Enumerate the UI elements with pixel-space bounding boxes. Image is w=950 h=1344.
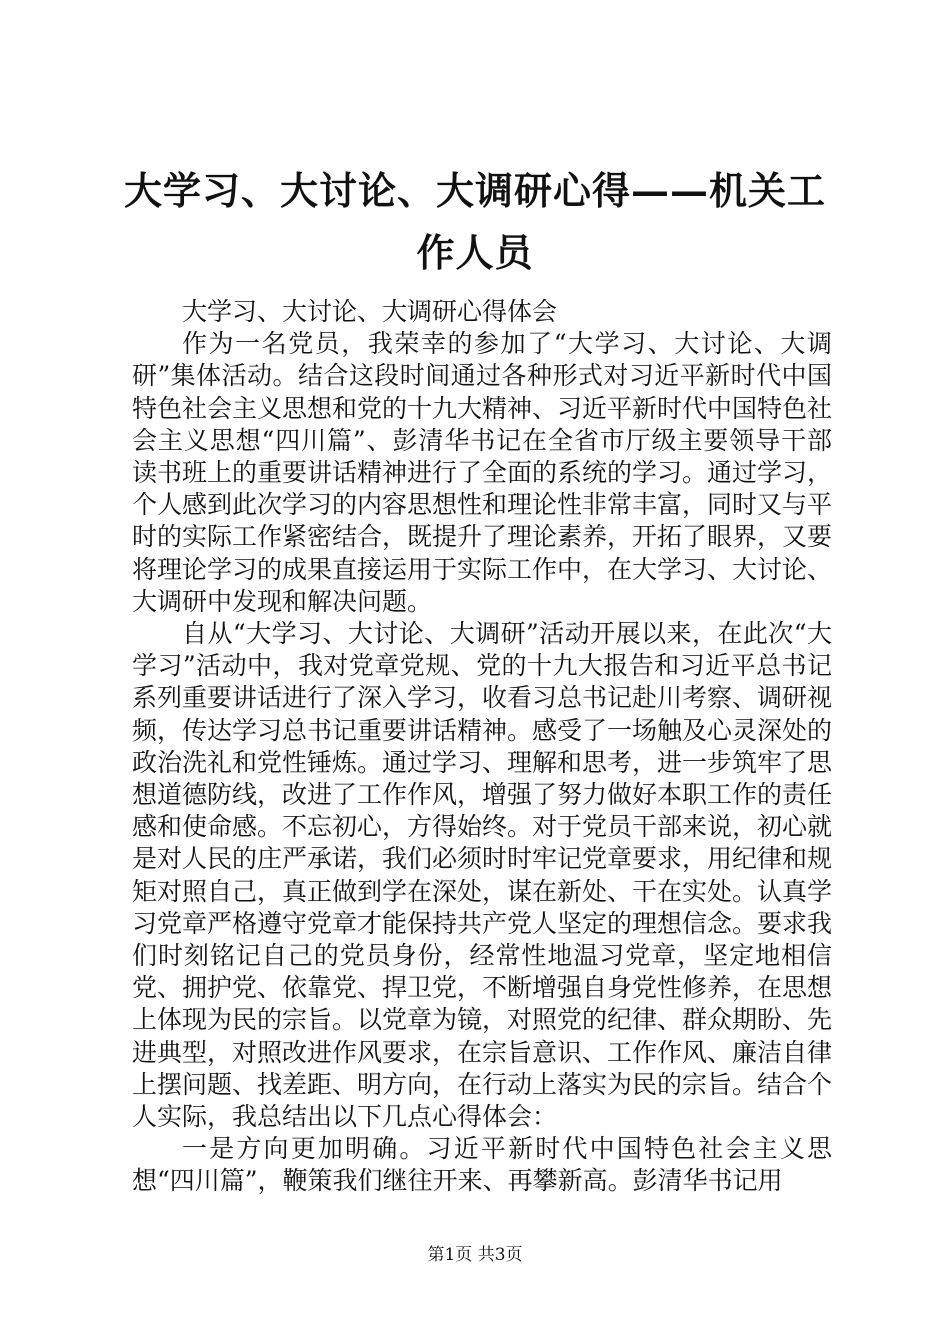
document-title: 大学习、大讨论、大调研心得——机关工作人员 bbox=[123, 168, 826, 275]
paragraph: 自从“大学习、大讨论、大调研”活动开展以来，在此次“大学习”活动中，我对党章党规、党的十九大报告和习近平总书记系列重要讲话进行了深入学习，收看习总书记赴川考察、调研视频，传达学习总书记重要讲话精神。感受了一场触及心灵深处的政治洗礼和党性锤炼。通过学习、理解和思考，进一步筑牢了思想道德防线，改进了工作作风，增强了努力做好本职工作的责任感和使命感。不忘初心，方得始终。对于党员干部来说，初心就是对人民的庄严承诺，我们必须时时牢记党章要求，用纪律和规矩对照自己，真正做到学在深处，谋在新处、干在实处。认真学习党章严格遵守党章才能保持共产党人坚定的理想信念。要求我们时刻铭记自己的党员身份，经常性地温习党章，坚定地相信党、拥护党、依靠党、捍卫党，不断增强自身党性修养，在思想上体现为民的宗旨。以党章为镜，对照党的纪律、群众期盼、先进典型，对照改进作风要求，在宗旨意识、工作作风、廉洁自律上摆问题、找差距、明方向，在行动上落实为民的宗旨。结合个人实际，我总结出以下几点心得体会： bbox=[132, 619, 833, 1132]
paragraph: 大学习、大讨论、大调研心得体会 bbox=[182, 297, 558, 326]
paragraph: 一是方向更加明确。习近平新时代中国特色社会主义思想“四川篇”，鞭策我们继往开来、再攀新高。彭清华书记用 bbox=[132, 1134, 832, 1196]
page-footer: 第1页 共3页 bbox=[427, 1245, 523, 1265]
document-body bbox=[132, 296, 832, 1198]
paragraph: 作为一名党员，我荣幸的参加了“大学习、大讨论、大调研”集体活动。结合这段时间通过各种形式对习近平新时代中国特色社会主义思想和党的十九大精神、习近平新时代中国特色社会主义思想“四川篇”、彭清华书记在全省市厅级主要领导干部读书班上的重要讲话精神进行了全面的系统的学习。通过学习，个人感到此次学习的内容思想性和理论性非常丰富，同时又与平时的实际工作紧密结合，既提升了理论素养，开拓了眼界，又要将理论学习的成果直接运用于实际工作中，在大学习、大讨论、大调研中发现和解决问题。 bbox=[132, 329, 833, 616]
